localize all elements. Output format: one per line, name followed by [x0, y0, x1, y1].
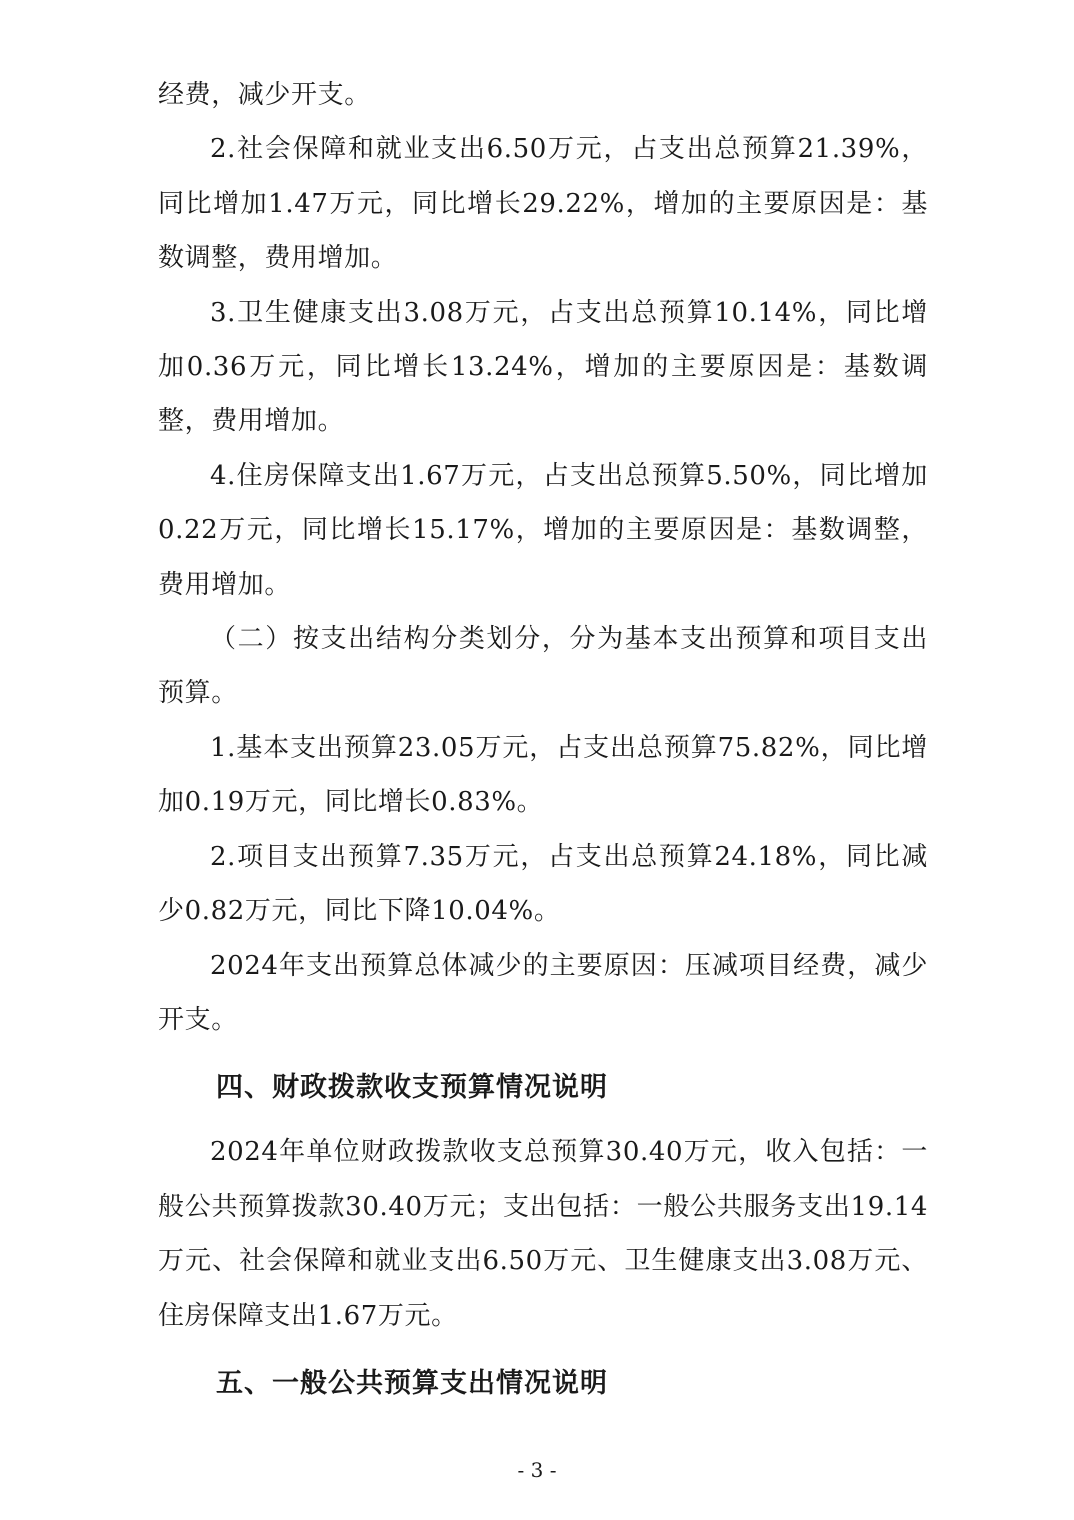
paragraph-health: 3.卫生健康支出3.08万元，占支出总预算10.14%，同比增加0.36万元，同比增长13.24%，增加的主要原因是：基数调整，费用增加。 — [158, 297, 928, 437]
paragraph-project-expenditure: 2.项目支出预算7.35万元，占支出总预算24.18%，同比减少0.82万元，同比下降10.04%。 — [158, 841, 928, 927]
section-heading-general-public-budget: 五、一般公共预算支出情况说明 — [216, 1367, 608, 1399]
page-number: - 3 - — [517, 1458, 557, 1482]
paragraph-housing: 4.住房保障支出1.67万元，占支出总预算5.50%，同比增加0.22万元，同比增长15.17%，增加的主要原因是：基数调整，费用增加。 — [158, 460, 928, 600]
paragraph-fiscal-appropriation: 2024年单位财政拨款收支总预算30.40万元，收入包括：一般公共预算拨款30.40万元；支出包括：一般公共服务支出19.14万元、社会保障和就业支出6.50万元、卫生健康支出3.08万元、住房保障支出1.67万元。 — [158, 1137, 928, 1331]
section-heading-fiscal-appropriation: 四、财政拨款收支预算情况说明 — [216, 1072, 608, 1104]
paragraph-basic-expenditure: 1.基本支出预算23.05万元，占支出总预算75.82%，同比增加0.19万元，同比增长0.83%。 — [158, 732, 928, 818]
paragraph-decrease-reason: 2024年支出预算总体减少的主要原因：压减项目经费，减少开支。 — [158, 950, 928, 1035]
document-page — [158, 68, 928, 1421]
paragraph-social-security: 2.社会保障和就业支出6.50万元，占支出总预算21.39%，同比增加1.47万元，同比增长29.22%，增加的主要原因是：基数调整，费用增加。 — [158, 134, 928, 274]
paragraph-continuation: 经费，减少开支。 — [158, 80, 371, 110]
paragraph-structure-classification: （二）按支出结构分类划分，分为基本支出预算和项目支出预算。 — [158, 624, 928, 709]
